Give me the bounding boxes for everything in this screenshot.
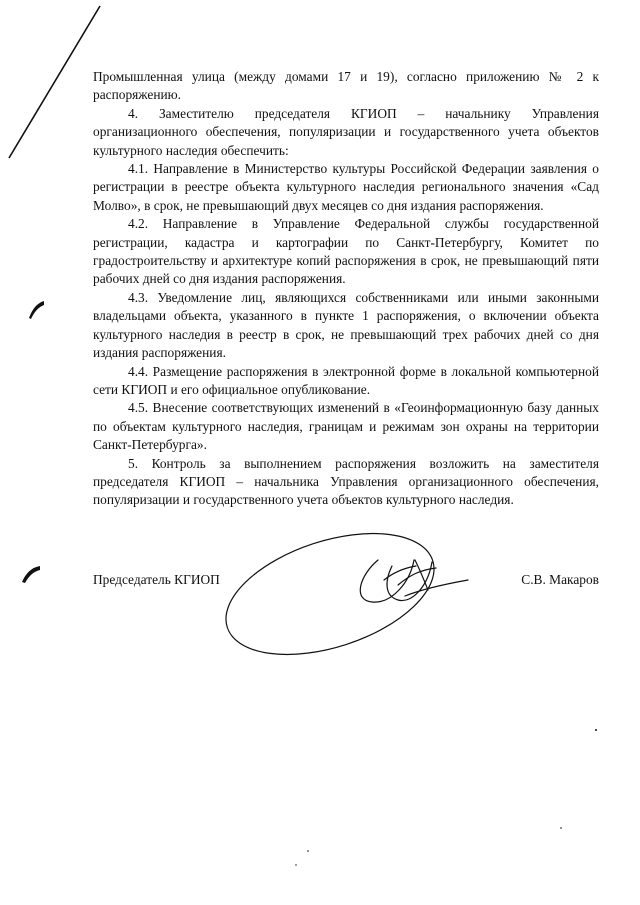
paragraph-item-4: 4. Заместителю председателя КГИОП – начальнику Управления организационного обеспечения, популяризации и государственного учета объектов культурного наследия обеспечить: — [93, 105, 599, 158]
scan-speck — [295, 864, 296, 865]
signature-block — [93, 572, 599, 592]
corner-mark-upper — [29, 301, 44, 319]
scan-speck — [307, 850, 309, 852]
paragraph-item-4-5: 4.5. Внесение соответствующих изменений в «Геоинформационную базу данных по объектам культурного наследия, границам и режимам зон охраны на территории Санкт-Петербурга». — [93, 400, 599, 453]
document-body — [93, 68, 599, 510]
paragraph-item-5: 5. Контроль за выполнением распоряжения возложить на заместителя председателя КГИОП – начальника Управления организационного обеспечения, популяризации и государственного учета объектов культурного наследия. — [93, 455, 599, 508]
paragraph-continuation: Промышленная улица (между домами 17 и 19), согласно приложению № 2 к распоряжению. — [93, 69, 599, 103]
margin-slash-mark — [9, 6, 100, 158]
scan-speck — [560, 827, 562, 829]
signatory-name: С.В. Макаров — [521, 572, 599, 587]
paragraph-item-4-1: 4.1. Направление в Министерство культуры Российской Федерации заявления о регистрации в реестре объекта культурного наследия регионального значения «Сад Молво», в срок, не превышающий двух месяцев со дня издания распоряжения. — [93, 161, 599, 213]
signatory-position: Председатель КГИОП — [93, 572, 220, 587]
paragraph-item-4-2: 4.2. Направление в Управление Федеральной службы государственной регистрации, кадастра и картографии по Санкт-Петербургу, Комитет по градостроительству и архитектуре копий распоряжения в срок, не превышающий пяти рабочих дней со дня издания распоряжения. — [93, 216, 599, 287]
handwritten-signature — [211, 510, 468, 678]
paragraph-item-4-3: 4.3. Уведомление лиц, являющихся собственниками или иными законными владельцами объекта, указанного в пункте 1 распоряжения, о включении объекта культурного наследия в реестр в срок, не превышающий трех рабочих дней со дня издания распоряжения. — [93, 289, 599, 361]
corner-mark-lower — [22, 566, 40, 583]
scan-speck — [595, 729, 597, 731]
paragraph-item-4-4: 4.4. Размещение распоряжения в электронной форме в локальной компьютерной сети КГИОП и его официальное опубликование. — [93, 363, 599, 397]
